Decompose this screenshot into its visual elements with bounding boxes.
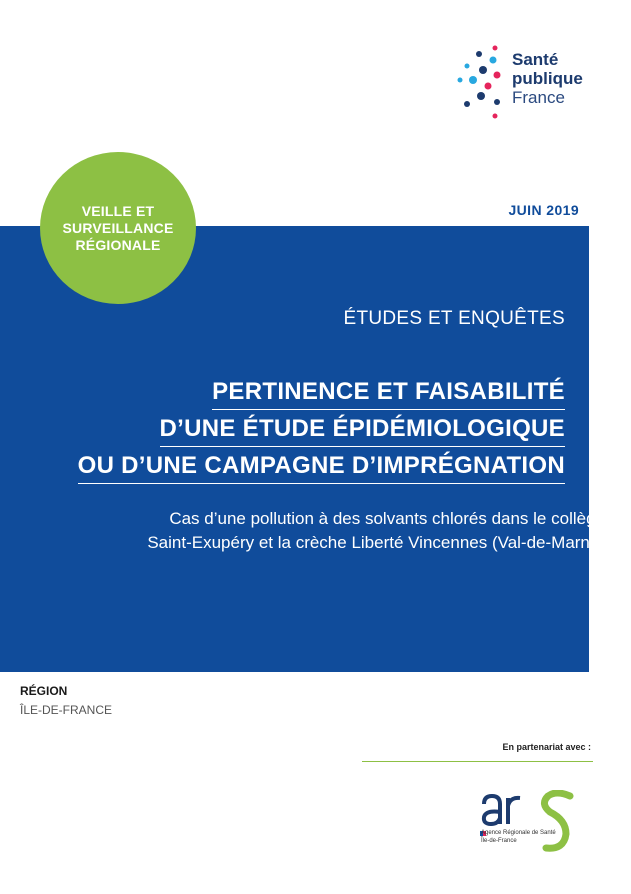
document-title — [78, 378, 565, 489]
region-name: ÎLE-DE-FRANCE — [20, 703, 113, 717]
partner-label: En partenariat avec : — [502, 742, 591, 752]
title-line-1: PERTINENCE ET FAISABILITÉ — [212, 378, 565, 410]
region-label: RÉGION — [20, 684, 68, 698]
ars-subtitle — [481, 829, 556, 845]
ars-line-1: Agence Régionale de Santé — [481, 830, 556, 836]
sante-publique-france-wordmark — [512, 50, 583, 107]
partner-divider — [362, 761, 593, 762]
subtitle-line-2: Saint-Exupéry et la crèche Liberté Vincennes (Val-de-Marne) — [147, 533, 605, 552]
title-line-2: D’UNE ÉTUDE ÉPIDÉMIOLOGIQUE — [160, 415, 565, 447]
collection-badge — [40, 152, 196, 304]
logo-line-3: France — [512, 88, 565, 107]
document-subtitle — [147, 507, 605, 555]
badge-line-1: VEILLE ET — [81, 202, 155, 219]
subtitle-line-1: Cas d’une pollution à des solvants chlorés dans le collège — [169, 509, 605, 528]
badge-line-2: SURVEILLANCE — [62, 219, 174, 236]
ars-logo — [478, 790, 588, 860]
title-line-3: OU D’UNE CAMPAGNE D’IMPRÉGNATION — [78, 452, 565, 484]
publication-date: JUIN 2019 — [508, 202, 579, 218]
rubric: ÉTUDES ET ENQUÊTES — [343, 308, 565, 329]
badge-line-3: RÉGIONALE — [75, 236, 161, 253]
logo-line-2: publique — [512, 69, 583, 88]
logo-line-1: Santé — [512, 50, 559, 69]
ars-line-2: Île-de-France — [481, 838, 517, 844]
